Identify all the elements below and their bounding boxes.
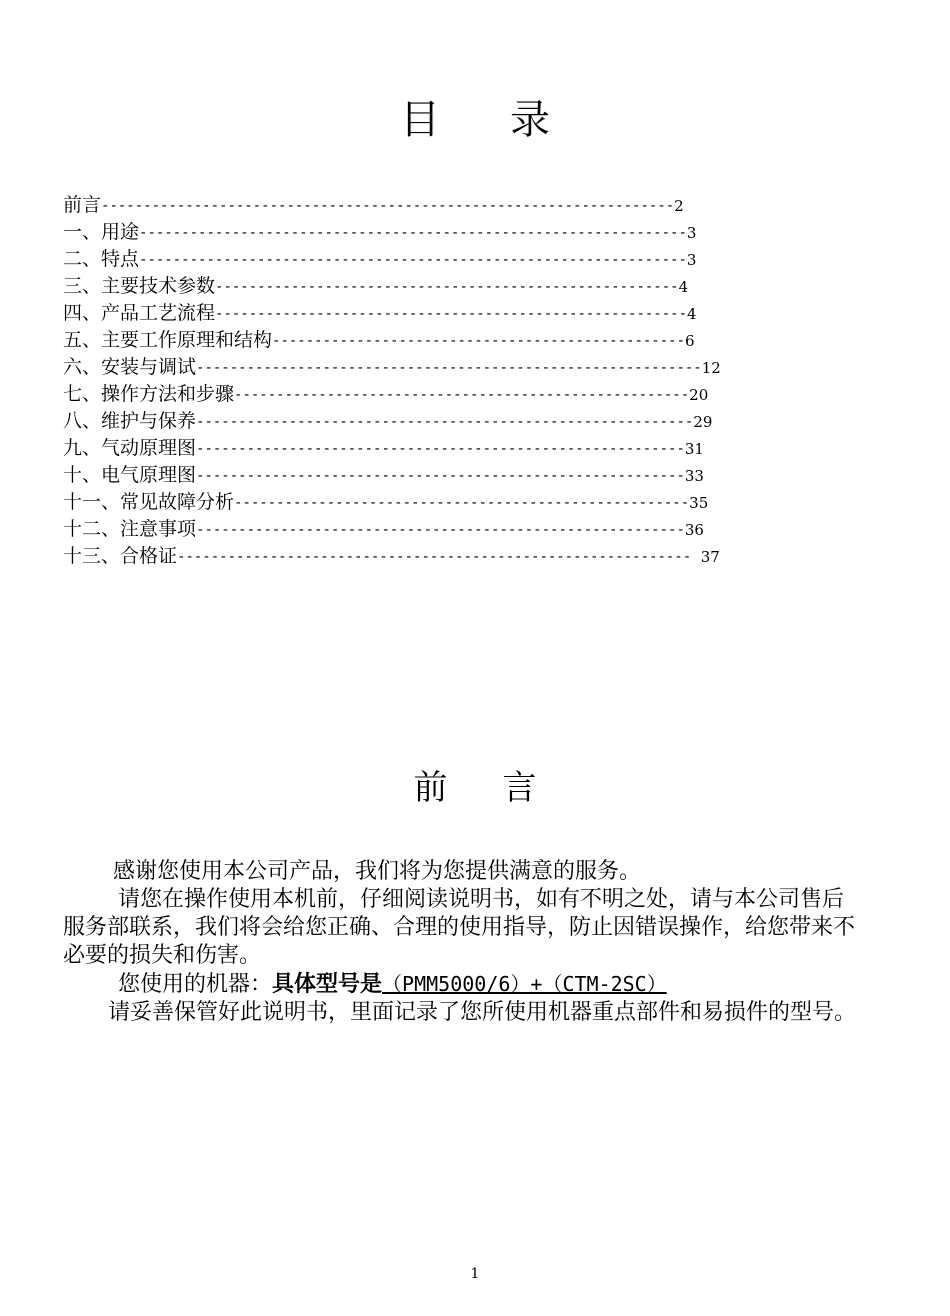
toc-entry-label: 二、特点 [63, 248, 140, 270]
toc-entry-page: 33 [684, 467, 704, 485]
table-of-contents [63, 192, 843, 570]
toc-entry-leader: -------------------------------------------------------- [215, 306, 688, 322]
toc-entry-label: 七、操作方法和步骤 [63, 383, 235, 405]
toc-entry-leader: -------------------------------------------------------------------- [101, 198, 675, 214]
toc-entry-leader: ------------------------------------------------- [272, 333, 686, 349]
toc-entry-leader: ------------------------------------------------------ [234, 495, 690, 511]
toc-entry-label: 九、气动原理图 [63, 437, 197, 459]
preface-title-char-1: 前 [413, 768, 448, 808]
toc-title [0, 88, 950, 145]
toc-entry-label: 前言 [63, 194, 102, 216]
toc-entry [63, 354, 843, 381]
toc-entry [63, 543, 843, 570]
toc-title-char-2: 录 [510, 97, 550, 143]
toc-entry [63, 219, 843, 246]
preface-paragraph-3 [63, 970, 858, 999]
toc-entry [63, 489, 843, 516]
preface-paragraph-2: 请您在操作使用本机前，仔细阅读说明书，如有不明之处，请与本公司售后服务部联系，我们将会给您正确、合理的使用指导，防止因错误操作，给您带来不必要的损失和伤害。 [63, 887, 856, 968]
preface-paragraph-4: 请妥善保管好此说明书，里面记录了您所使用机器重点部件和易损件的型号。 [108, 1000, 857, 1025]
toc-entry-page: 4 [678, 278, 689, 296]
toc-entry-label: 五、主要工作原理和结构 [63, 329, 273, 351]
toc-entry-page: 3 [686, 251, 697, 269]
toc-entry [63, 300, 843, 327]
toc-entry-leader: ----------------------------------------------------------------- [139, 252, 687, 268]
toc-entry [63, 192, 843, 219]
toc-entry-label: 十二、注意事项 [63, 518, 197, 540]
toc-entry [63, 408, 843, 435]
model-number: （PMM5000/6）+（CTM-2SC） [382, 972, 667, 996]
toc-entry-page: 36 [684, 521, 704, 539]
preface-title-char-2: 言 [502, 768, 537, 808]
toc-entry-label: 十、电气原理图 [63, 464, 197, 486]
toc-entry [63, 462, 843, 489]
toc-entry-page: 2 [674, 197, 684, 215]
toc-entry-page: 37 [691, 548, 720, 566]
toc-entry [63, 246, 843, 273]
toc-entry-leader: ----------------------------------------------------------- [196, 414, 694, 430]
toc-entry [63, 381, 843, 408]
preface-paragraph-1: 感谢您使用本公司产品，我们将为您提供满意的服务。 [113, 859, 642, 884]
toc-entry-leader: ---------------------------------------------------------- [196, 468, 685, 484]
toc-entry-page: 20 [689, 386, 709, 404]
toc-entry-leader: ----------------------------------------------------------------- [139, 225, 687, 241]
toc-entry-leader: ---------------------------------------------------------- [196, 522, 685, 538]
toc-entry [63, 273, 843, 300]
toc-entry-label: 十三、合格证 [63, 545, 178, 567]
toc-entry-page: 6 [685, 332, 695, 350]
toc-entry-label: 三、主要技术参数 [63, 275, 216, 297]
page-number: 1 [470, 1266, 480, 1282]
toc-title-char-1: 目 [400, 97, 440, 143]
toc-entry-leader: ------------------------------------------------------- [215, 279, 679, 295]
preface-title [0, 760, 950, 809]
toc-entry [63, 435, 843, 462]
toc-entry-page: 31 [684, 440, 704, 458]
toc-entry-page: 35 [689, 494, 709, 512]
toc-entry-leader: ------------------------------------------------------------- [177, 549, 692, 565]
toc-entry-page: 4 [687, 305, 697, 323]
toc-entry-label: 六、安装与调试 [63, 356, 197, 378]
model-label: 具体型号是 [272, 972, 383, 997]
toc-entry-label: 四、产品工艺流程 [63, 302, 216, 324]
toc-entry-label: 一、用途 [63, 221, 140, 243]
toc-entry-page: 29 [693, 413, 713, 431]
toc-entry-page: 12 [701, 359, 721, 377]
toc-entry-page: 3 [686, 224, 697, 242]
toc-entry-leader: ---------------------------------------------------------- [196, 441, 685, 457]
preface-body [63, 858, 858, 1027]
toc-entry-leader: ------------------------------------------------------ [234, 387, 690, 403]
toc-entry-leader: ------------------------------------------------------------ [196, 360, 702, 376]
toc-entry-label: 八、维护与保养 [63, 410, 197, 432]
toc-entry [63, 327, 843, 354]
machine-label: 您使用的机器： [118, 972, 273, 997]
toc-entry-label: 十一、常见故障分析 [63, 491, 235, 513]
toc-entry [63, 516, 843, 543]
